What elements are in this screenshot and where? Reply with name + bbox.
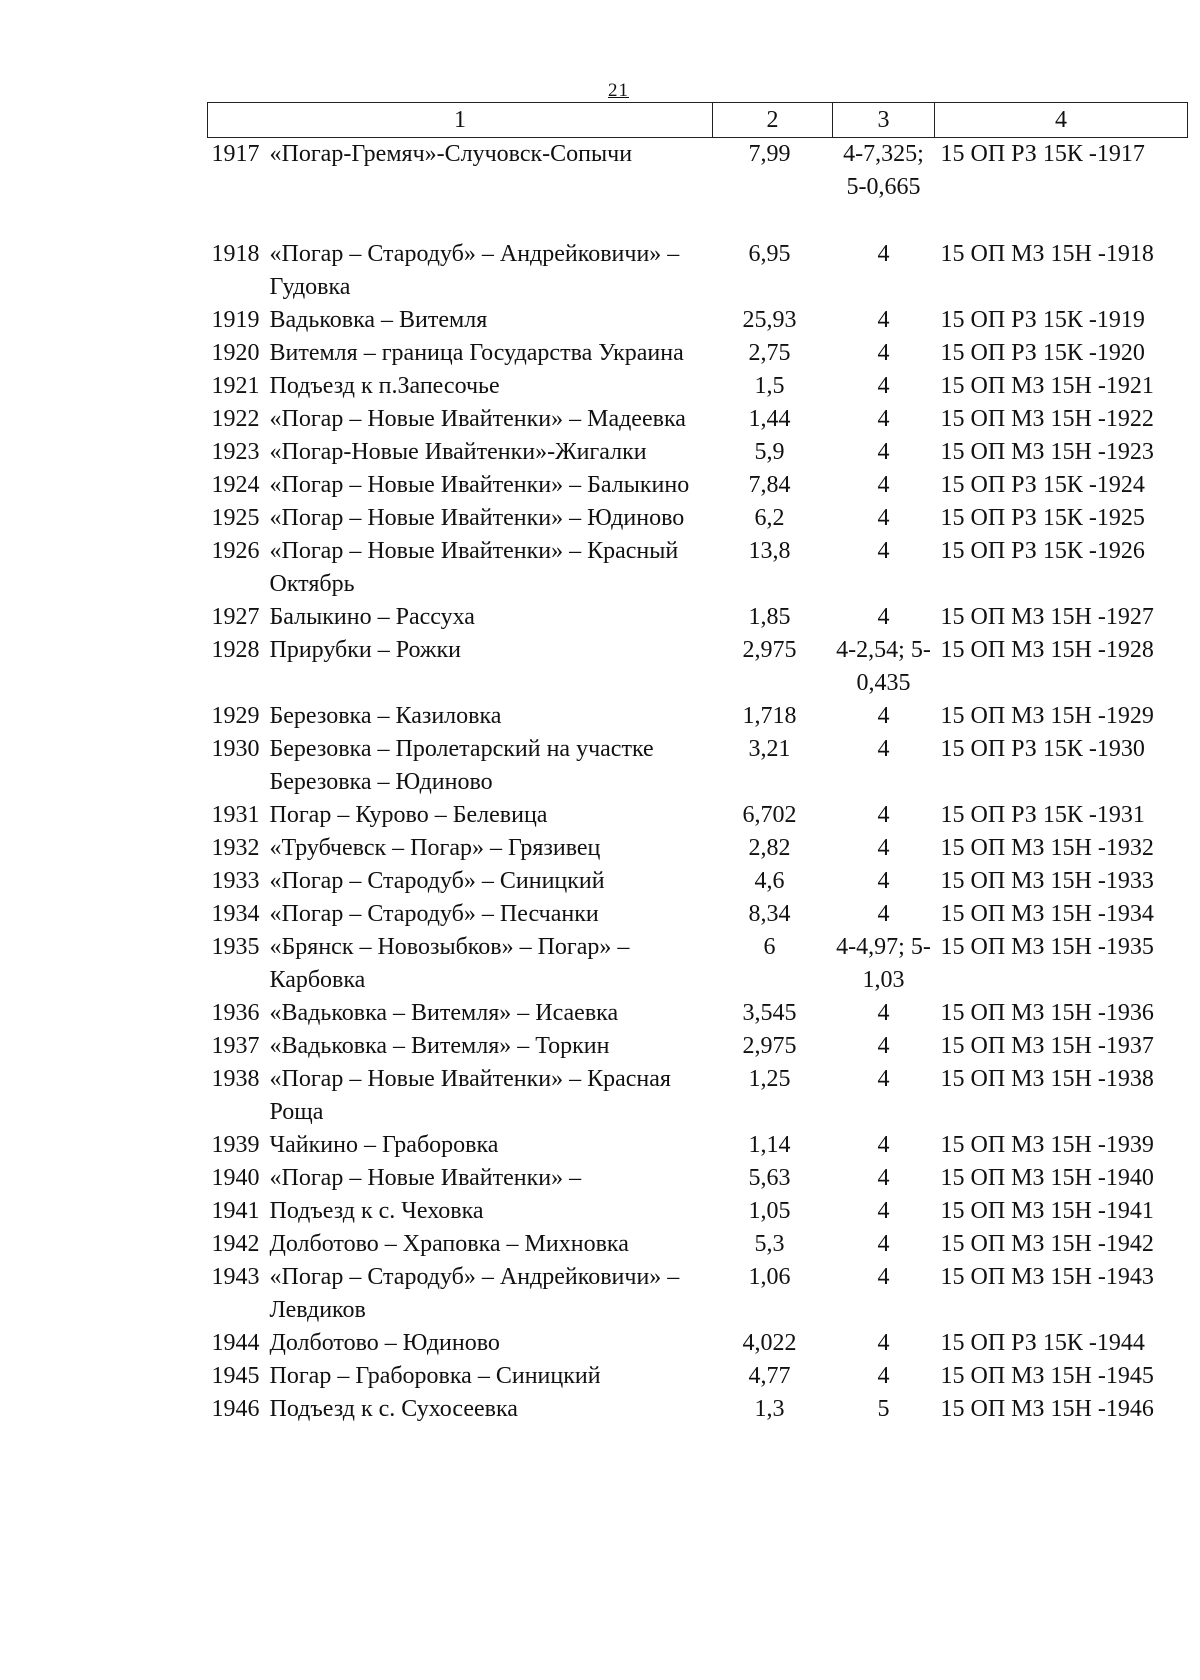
road-length: 1,5: [754, 373, 785, 399]
road-name: «Погар – Новые Ивайтенки» – Балыкино: [269, 472, 690, 498]
road-name: Погар – Граборовка – Синицкий: [269, 1363, 601, 1389]
table-row: [208, 799, 1188, 832]
road-name-cell: [208, 1195, 713, 1228]
road-code: 15 ОП МЗ 15Н -1922: [940, 406, 1154, 432]
road-code: 15 ОП МЗ 15Н -1941: [940, 1198, 1154, 1224]
road-code: 15 ОП РЗ 15К -1925: [940, 505, 1145, 531]
road-length: 4,6: [754, 868, 785, 894]
row-number: 1940: [211, 1165, 260, 1191]
road-length: 2,975: [742, 1033, 797, 1059]
road-category: 4: [877, 307, 890, 333]
table-row: [208, 1162, 1188, 1195]
road-length: 1,14: [748, 1132, 791, 1158]
road-name-cell: [208, 502, 713, 535]
road-code: 15 ОП МЗ 15Н -1938: [940, 1066, 1154, 1092]
road-category: 4: [877, 406, 890, 432]
header-col-3: 3: [833, 103, 935, 138]
road-name: Подъезд к с. Сухосеевка: [269, 1396, 518, 1422]
road-category: 4: [877, 604, 890, 630]
table-row: [208, 997, 1188, 1030]
road-length: 7,84: [748, 472, 791, 498]
row-number: 1920: [211, 340, 260, 366]
road-category: 4-4,97; 5-1,03: [836, 934, 931, 993]
road-code: 15 ОП МЗ 15Н -1929: [940, 703, 1154, 729]
row-number: 1927: [211, 604, 260, 630]
road-name: Прирубки – Рожки: [269, 637, 461, 663]
road-length: 4,77: [748, 1363, 791, 1389]
road-category: 4: [877, 1330, 890, 1356]
road-name: «Погар – Стародуб» – Андрейковичи» – Левдиков: [269, 1264, 680, 1323]
road-name-cell: [208, 1129, 713, 1162]
road-name: «Погар-Новые Ивайтенки»-Жигалки: [269, 439, 647, 465]
table-row: [208, 700, 1188, 733]
row-number: 1925: [211, 505, 260, 531]
table-row: [208, 832, 1188, 865]
road-category: 4: [877, 439, 890, 465]
road-category: 4: [877, 1000, 890, 1026]
table-row: [208, 1195, 1188, 1228]
table-row: [208, 1063, 1188, 1129]
row-number: 1917: [211, 141, 260, 167]
road-length: 1,05: [748, 1198, 791, 1224]
road-category: 4: [877, 1165, 890, 1191]
road-code: 15 ОП МЗ 15Н -1940: [940, 1165, 1154, 1191]
road-code: 15 ОП МЗ 15Н -1927: [940, 604, 1154, 630]
row-number: 1929: [211, 703, 260, 729]
road-category: 4: [877, 1231, 890, 1257]
row-number: 1931: [211, 802, 260, 828]
table-row: [208, 370, 1188, 403]
page-number: 21: [608, 80, 629, 101]
road-length: 1,25: [748, 1066, 791, 1092]
table-header-row: [208, 103, 1188, 138]
road-length: 1,06: [748, 1264, 791, 1290]
road-name: Долботово – Юдиново: [269, 1330, 500, 1356]
road-name-cell: [208, 403, 713, 436]
road-name: «Погар – Стародуб» – Песчанки: [269, 901, 599, 927]
row-number: 1935: [211, 934, 260, 960]
road-length: 6,95: [748, 241, 791, 267]
road-category: 4: [877, 340, 890, 366]
road-name-cell: [208, 238, 713, 304]
road-name-cell: [208, 799, 713, 832]
road-name: «Трубчевск – Погар» – Грязивец: [269, 835, 601, 861]
road-name: «Погар – Новые Ивайтенки» – Красная Роща: [269, 1066, 671, 1125]
table-row: [208, 535, 1188, 601]
table-row: [208, 1360, 1188, 1393]
road-code: 15 ОП МЗ 15Н -1945: [940, 1363, 1154, 1389]
road-name-cell: [208, 1162, 713, 1195]
road-name: Подъезд к п.Запесочье: [269, 373, 500, 399]
road-code: 15 ОП МЗ 15Н -1936: [940, 1000, 1154, 1026]
road-name-cell: [208, 1228, 713, 1261]
row-number: 1942: [211, 1231, 260, 1257]
row-number: 1924: [211, 472, 260, 498]
road-name-cell: [208, 997, 713, 1030]
row-number: 1945: [211, 1363, 260, 1389]
road-name-cell: [208, 1360, 713, 1393]
table-row: [208, 733, 1188, 799]
road-name-cell: [208, 865, 713, 898]
row-number: 1936: [211, 1000, 260, 1026]
road-code: 15 ОП МЗ 15Н -1946: [940, 1396, 1154, 1422]
road-category: 4: [877, 802, 890, 828]
road-name: «Вадьковка – Витемля» – Торкин: [269, 1033, 610, 1059]
road-name: «Погар – Стародуб» – Андрейковичи» – Гудовка: [269, 241, 680, 300]
road-category: 4: [877, 373, 890, 399]
road-code: 15 ОП РЗ 15К -1930: [940, 736, 1145, 762]
road-name-cell: [208, 1063, 713, 1129]
road-code: 15 ОП МЗ 15Н -1923: [940, 439, 1154, 465]
row-number: 1919: [211, 307, 260, 333]
road-name-cell: [208, 1327, 713, 1360]
road-category: 4-2,54; 5-0,435: [836, 637, 931, 696]
road-category: 5: [877, 1396, 890, 1422]
road-category: 4: [877, 901, 890, 927]
road-length: 25,93: [742, 307, 797, 333]
road-code: 15 ОП МЗ 15Н -1942: [940, 1231, 1154, 1257]
road-name-cell: [208, 1261, 713, 1327]
road-code: 15 ОП РЗ 15К -1926: [940, 538, 1145, 564]
road-name-cell: [208, 370, 713, 403]
table-row: [208, 337, 1188, 370]
road-name-cell: [208, 436, 713, 469]
road-name: «Погар – Новые Ивайтенки» – Мадеевка: [269, 406, 686, 432]
road-category: 4-7,325; 5-0,665: [843, 141, 924, 200]
road-name-cell: [208, 733, 713, 799]
row-number: 1944: [211, 1330, 260, 1356]
road-category: 4: [877, 1066, 890, 1092]
road-name: Березовка – Пролетарский на участке Березовка – Юдиново: [269, 736, 654, 795]
row-number: 1928: [211, 637, 260, 663]
road-category: 4: [877, 1198, 890, 1224]
road-length: 13,8: [748, 538, 791, 564]
road-category: 4: [877, 538, 890, 564]
road-category: 4: [877, 703, 890, 729]
row-number: 1938: [211, 1066, 260, 1092]
row-number: 1926: [211, 538, 260, 564]
road-code: 15 ОП МЗ 15Н -1939: [940, 1132, 1154, 1158]
road-name: «Вадьковка – Витемля» – Исаевка: [269, 1000, 619, 1026]
road-code: 15 ОП РЗ 15К -1924: [940, 472, 1145, 498]
road-name: Чайкино – Граборовка: [269, 1132, 499, 1158]
road-length: 5,63: [748, 1165, 791, 1191]
road-length: 2,75: [748, 340, 791, 366]
road-name: Подъезд к с. Чеховка: [269, 1198, 484, 1224]
road-code: 15 ОП МЗ 15Н -1934: [940, 901, 1154, 927]
road-name: «Погар – Стародуб» – Синицкий: [269, 868, 605, 894]
road-name: Долботово – Храповка – Михновка: [269, 1231, 629, 1257]
row-number: 1946: [211, 1396, 260, 1422]
road-length: 2,975: [742, 637, 797, 663]
table-row: [208, 1030, 1188, 1063]
row-number: 1941: [211, 1198, 260, 1224]
table-row: [208, 1393, 1188, 1426]
header-col-1: 1: [208, 103, 713, 138]
row-number: 1918: [211, 241, 260, 267]
road-category: 4: [877, 868, 890, 894]
road-name: Витемля – граница Государства Украина: [269, 340, 684, 366]
road-category: 4: [877, 472, 890, 498]
road-name: «Погар – Новые Ивайтенки» –: [269, 1165, 582, 1191]
table-row: [208, 1129, 1188, 1162]
road-length: 6,2: [754, 505, 785, 531]
road-list-table: [207, 102, 1188, 1426]
row-number: 1932: [211, 835, 260, 861]
road-length: 5,9: [754, 439, 785, 465]
road-name: Березовка – Казиловка: [269, 703, 502, 729]
road-name-cell: [208, 535, 713, 601]
table-row: [208, 1327, 1188, 1360]
road-code: 15 ОП МЗ 15Н -1937: [940, 1033, 1154, 1059]
header-col-2: 2: [713, 103, 833, 138]
road-name-cell: [208, 601, 713, 634]
road-category: 4: [877, 1033, 890, 1059]
road-code: 15 ОП МЗ 15Н -1933: [940, 868, 1154, 894]
table-row: [208, 469, 1188, 502]
road-length: 6,702: [742, 802, 797, 828]
table-row: [208, 436, 1188, 469]
table-row: [208, 1228, 1188, 1261]
road-length: 1,44: [748, 406, 791, 432]
road-code: 15 ОП МЗ 15Н -1921: [940, 373, 1154, 399]
road-code: 15 ОП РЗ 15К -1919: [940, 307, 1145, 333]
road-length: 1,3: [754, 1396, 785, 1422]
table-row: [208, 898, 1188, 931]
table-row: [208, 634, 1188, 700]
road-name: «Погар – Новые Ивайтенки» – Юдиново: [269, 505, 685, 531]
table-row: [208, 502, 1188, 535]
header-col-4: 4: [935, 103, 1188, 138]
table-row: [208, 865, 1188, 898]
road-name-cell: [208, 634, 713, 700]
road-length: 3,21: [748, 736, 791, 762]
road-name: «Погар – Новые Ивайтенки» – Красный Октябрь: [269, 538, 679, 597]
road-category: 4: [877, 736, 890, 762]
table-row: [208, 601, 1188, 634]
road-code: 15 ОП РЗ 15К -1917: [940, 141, 1145, 167]
road-name-cell: [208, 931, 713, 997]
road-length: 6: [763, 934, 776, 960]
road-name-cell: [208, 138, 713, 239]
road-name: Балыкино – Рассуха: [269, 604, 475, 630]
table-row: [208, 138, 1188, 239]
row-number: 1921: [211, 373, 260, 399]
row-number: 1939: [211, 1132, 260, 1158]
table-row: [208, 304, 1188, 337]
road-name-cell: [208, 832, 713, 865]
road-name: Погар – Курово – Белевица: [269, 802, 548, 828]
road-length: 8,34: [748, 901, 791, 927]
road-name: Вадьковка – Витемля: [269, 307, 488, 333]
road-name-cell: [208, 469, 713, 502]
road-length: 5,3: [754, 1231, 785, 1257]
row-number: 1934: [211, 901, 260, 927]
table-row: [208, 403, 1188, 436]
row-number: 1922: [211, 406, 260, 432]
row-number: 1943: [211, 1264, 260, 1290]
road-length: 3,545: [742, 1000, 797, 1026]
road-code: 15 ОП МЗ 15Н -1935: [940, 934, 1154, 960]
road-name: «Брянск – Новозыбков» – Погар» – Карбовка: [269, 934, 630, 993]
road-length: 1,85: [748, 604, 791, 630]
road-length: 4,022: [742, 1330, 797, 1356]
row-number: 1933: [211, 868, 260, 894]
road-category: 4: [877, 1363, 890, 1389]
road-category: 4: [877, 241, 890, 267]
road-name-cell: [208, 1030, 713, 1063]
road-name-cell: [208, 304, 713, 337]
road-name-cell: [208, 1393, 713, 1426]
road-code: 15 ОП МЗ 15Н -1918: [940, 241, 1154, 267]
road-code: 15 ОП РЗ 15К -1944: [940, 1330, 1145, 1356]
road-name-cell: [208, 337, 713, 370]
road-name-cell: [208, 700, 713, 733]
row-number: 1937: [211, 1033, 260, 1059]
road-code: 15 ОП РЗ 15К -1920: [940, 340, 1145, 366]
table-row: [208, 931, 1188, 997]
table-body: [208, 138, 1188, 1427]
road-length: 2,82: [748, 835, 791, 861]
road-category: 4: [877, 505, 890, 531]
road-category: 4: [877, 835, 890, 861]
table-row: [208, 238, 1188, 304]
road-length: 1,718: [742, 703, 797, 729]
road-code: 15 ОП МЗ 15Н -1943: [940, 1264, 1154, 1290]
road-category: 4: [877, 1132, 890, 1158]
table-row: [208, 1261, 1188, 1327]
road-code: 15 ОП РЗ 15К -1931: [940, 802, 1145, 828]
road-name-cell: [208, 898, 713, 931]
road-category: 4: [877, 1264, 890, 1290]
road-name: «Погар-Гремяч»-Случовск-Сопычи: [269, 141, 633, 167]
road-code: 15 ОП МЗ 15Н -1932: [940, 835, 1154, 861]
road-length: 7,99: [748, 141, 791, 167]
road-code: 15 ОП МЗ 15Н -1928: [940, 637, 1154, 663]
row-number: 1923: [211, 439, 260, 465]
row-number: 1930: [211, 736, 260, 762]
